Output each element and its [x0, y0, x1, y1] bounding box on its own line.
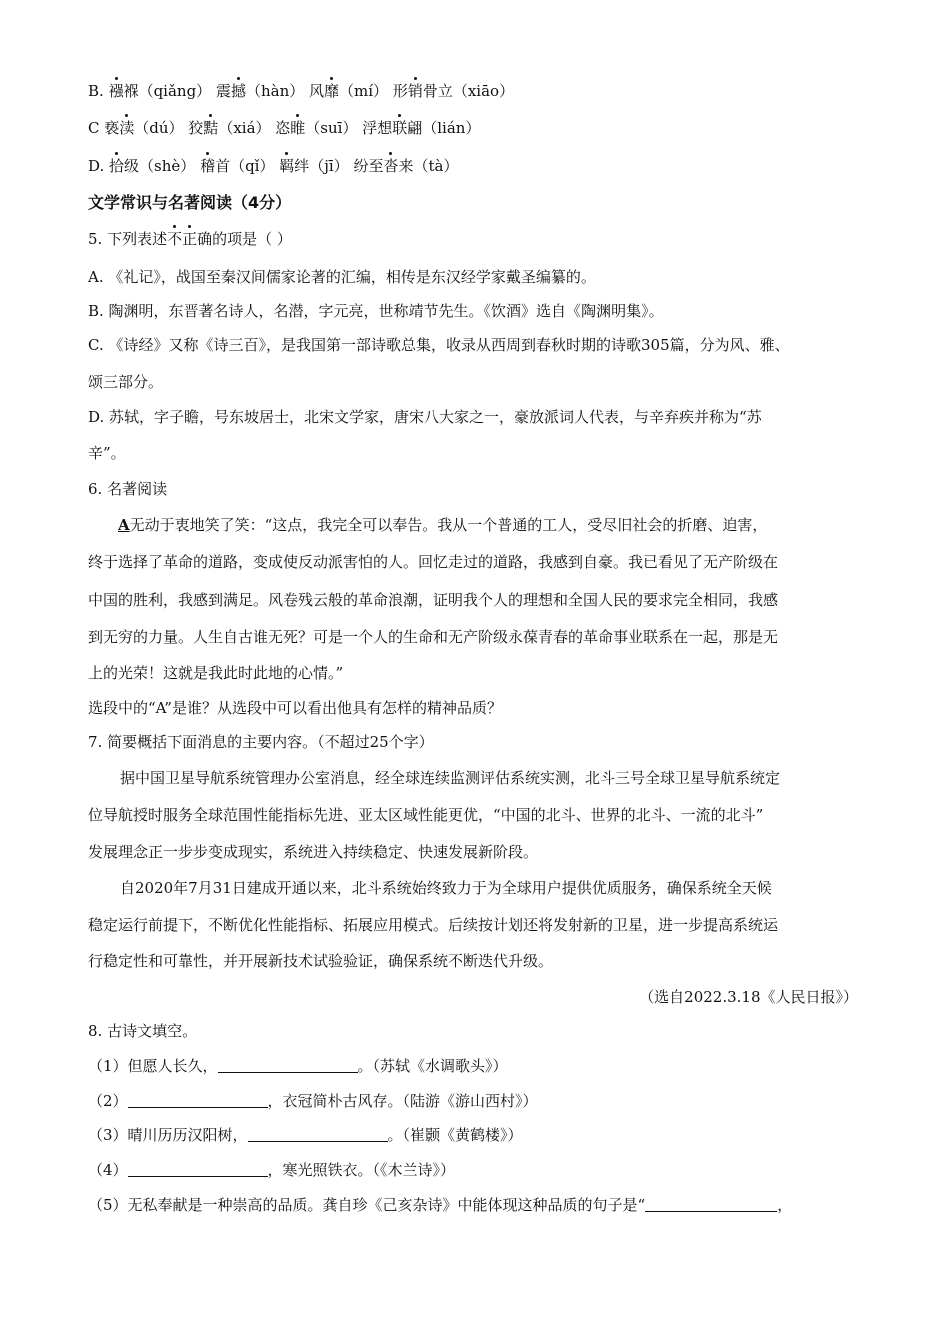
option-text: 绊（jī） 纷至 [294, 157, 384, 175]
q7-passage-line: 据中国卫星导航系统管理办公室消息，经全球连续监测评估系统实测，北斗三号全球卫星导航系统定 [120, 769, 781, 787]
q4-option-c [88, 117, 480, 139]
dotted-char: 稽 [200, 157, 216, 175]
q6-passage-line: 到无穷的力量。人生自古谁无死？可是一个人的生命和无产阶级永葆青春的革命事业联系在一起，那是无 [88, 628, 779, 646]
option-text: 来（tà） [398, 157, 459, 175]
q7-title: 7. 简要概括下面消息的主要内容。（不超过25个字） [88, 733, 434, 751]
dotted-char: 拾 [109, 157, 125, 175]
section-heading: 文学常识与名著阅读（4分） [88, 193, 292, 212]
option-text: B. [88, 82, 109, 100]
option-text: 褓（qiǎng） 震 [123, 82, 231, 100]
item-text: （5）无私奉献是一种崇高的品质。龚自珍《己亥杂诗》中能体现这种品质的句子是“ [88, 1196, 646, 1214]
option-text: （xiá） 恣 [218, 119, 291, 137]
item-text: 。（苏轼《水调歌头》） [357, 1057, 508, 1075]
item-text: ，衣冠简朴古风存。（陆游《游山西村》） [267, 1092, 538, 1110]
option-text: 级（shè） [124, 157, 201, 175]
answer-blank[interactable] [248, 1126, 388, 1142]
option-text: （dú） 狡 [134, 119, 204, 137]
option-text: 骨立（xiāo） [422, 82, 515, 100]
answer-blank[interactable] [645, 1196, 777, 1212]
q6-passage-line: 终于选择了革命的道路，变成使反动派害怕的人。回忆走过的道路，我感到自豪。我已看见了无产阶级在 [88, 553, 779, 571]
answer-blank[interactable] [128, 1092, 268, 1108]
q7-source: （选自2022.3.18《人民日报》） [639, 988, 858, 1006]
dotted-char: 渎 [119, 119, 135, 137]
passage-text: 无动于衷地笑了笑：“这点，我完全可以奉告。我从一个普通的工人，受尽旧社会的折磨、迫害， [129, 516, 768, 534]
option-text: （mí） 形 [339, 82, 408, 100]
q6-passage-line: 上的光荣！这就是我此时此地的心情。” [88, 664, 344, 682]
q7-passage-line: 行稳定性和可靠性，并开展新技术试验验证，确保系统不断迭代升级。 [88, 952, 554, 970]
dotted-char: 联 [392, 119, 408, 137]
q4-option-b [88, 80, 514, 102]
dotted-char: 黠 [203, 119, 219, 137]
a-marker: A [118, 516, 130, 534]
dotted-char: 正 [182, 230, 198, 248]
q8-item-4 [88, 1159, 455, 1181]
q7-passage-line: 位导航授时服务全球范围性能指标先进、亚太区域性能更优，“中国的北斗、世界的北斗、一流的北斗” [88, 806, 764, 824]
q5-stem [88, 228, 292, 250]
item-text: 。（崔颢《黄鹤楼》） [387, 1126, 523, 1144]
answer-blank[interactable] [128, 1161, 268, 1177]
option-text: C 亵 [88, 119, 120, 137]
stem-text: 5. 下列表述 [88, 230, 168, 248]
q4-option-d [88, 155, 458, 177]
item-text: ，寒光照铁衣。（《木兰诗》） [267, 1161, 456, 1179]
option-text: （suī） 浮想 [305, 119, 393, 137]
q6-passage-line: 中国的胜利，我感到满足。风卷残云般的革命浪潮，证明我个人的理想和全国人民的要求完全相同，我感 [88, 591, 779, 609]
q5-option-c-cont: 颂三部分。 [88, 373, 164, 391]
dotted-char: 靡 [324, 82, 340, 100]
q7-passage-line: 自2020年7月31日建成开通以来，北斗系统始终致力于为全球用户提供优质服务，确保系统全天候 [120, 879, 772, 897]
q5-option-d-cont: 辛”。 [88, 444, 126, 462]
q5-option-b: B. 陶渊明，东晋著名诗人，名潜，字元亮，世称靖节先生。《饮酒》选自《陶渊明集》。 [88, 302, 664, 320]
dotted-char: 襁 [108, 82, 124, 100]
dotted-char: 沓 [383, 157, 399, 175]
q7-passage-line: 发展理念正一步步变成现实，系统进入持续稳定、快速发展新阶段。 [88, 843, 539, 861]
q6-question: 选段中的“A”是谁？从选段中可以看出他具有怎样的精神品质？ [88, 699, 502, 717]
item-text: （1）但愿人长久， [88, 1057, 218, 1075]
q8-item-5 [88, 1194, 792, 1216]
option-text: （hàn） 风 [245, 82, 325, 100]
dotted-char: 撼 [230, 82, 246, 100]
q6-passage-line [118, 514, 767, 536]
item-text: （2） [88, 1092, 128, 1110]
q8-title: 8. 古诗文填空。 [88, 1022, 198, 1040]
option-text: 首（qǐ） [215, 157, 280, 175]
q8-item-1 [88, 1055, 508, 1077]
dotted-char: 销 [407, 82, 423, 100]
dotted-char: 睢 [290, 119, 306, 137]
q5-option-a: A. 《礼记》，战国至秦汉间儒家论著的汇编，相传是东汉经学家戴圣编纂的。 [88, 268, 596, 286]
stem-text: 确的项是（ ） [197, 230, 292, 248]
answer-blank[interactable] [218, 1057, 358, 1073]
item-text: （4） [88, 1161, 128, 1179]
q5-option-c: C. 《诗经》又称《诗三百》，是我国第一部诗歌总集，收录从西周到春秋时期的诗歌305篇，分为风、雅、 [88, 336, 790, 354]
q5-option-d: D. 苏轼，字子瞻，号东坡居士，北宋文学家，唐宋八大家之一，豪放派词人代表，与辛弃疾并称为“苏 [88, 408, 762, 426]
item-text: ， [777, 1196, 793, 1214]
item-text: （3）晴川历历汉阳树， [88, 1126, 248, 1144]
dotted-char: 羁 [279, 157, 295, 175]
option-text: D. [88, 157, 110, 175]
q8-item-3 [88, 1124, 523, 1146]
q8-item-2 [88, 1090, 538, 1112]
dotted-char: 不 [167, 230, 183, 248]
q6-title: 6. 名著阅读 [88, 480, 168, 498]
q7-passage-line: 稳定运行前提下，不断优化性能指标、拓展应用模式。后续按计划还将发射新的卫星，进一步提高系统运 [88, 916, 779, 934]
option-text: 翩（lián） [407, 119, 481, 137]
